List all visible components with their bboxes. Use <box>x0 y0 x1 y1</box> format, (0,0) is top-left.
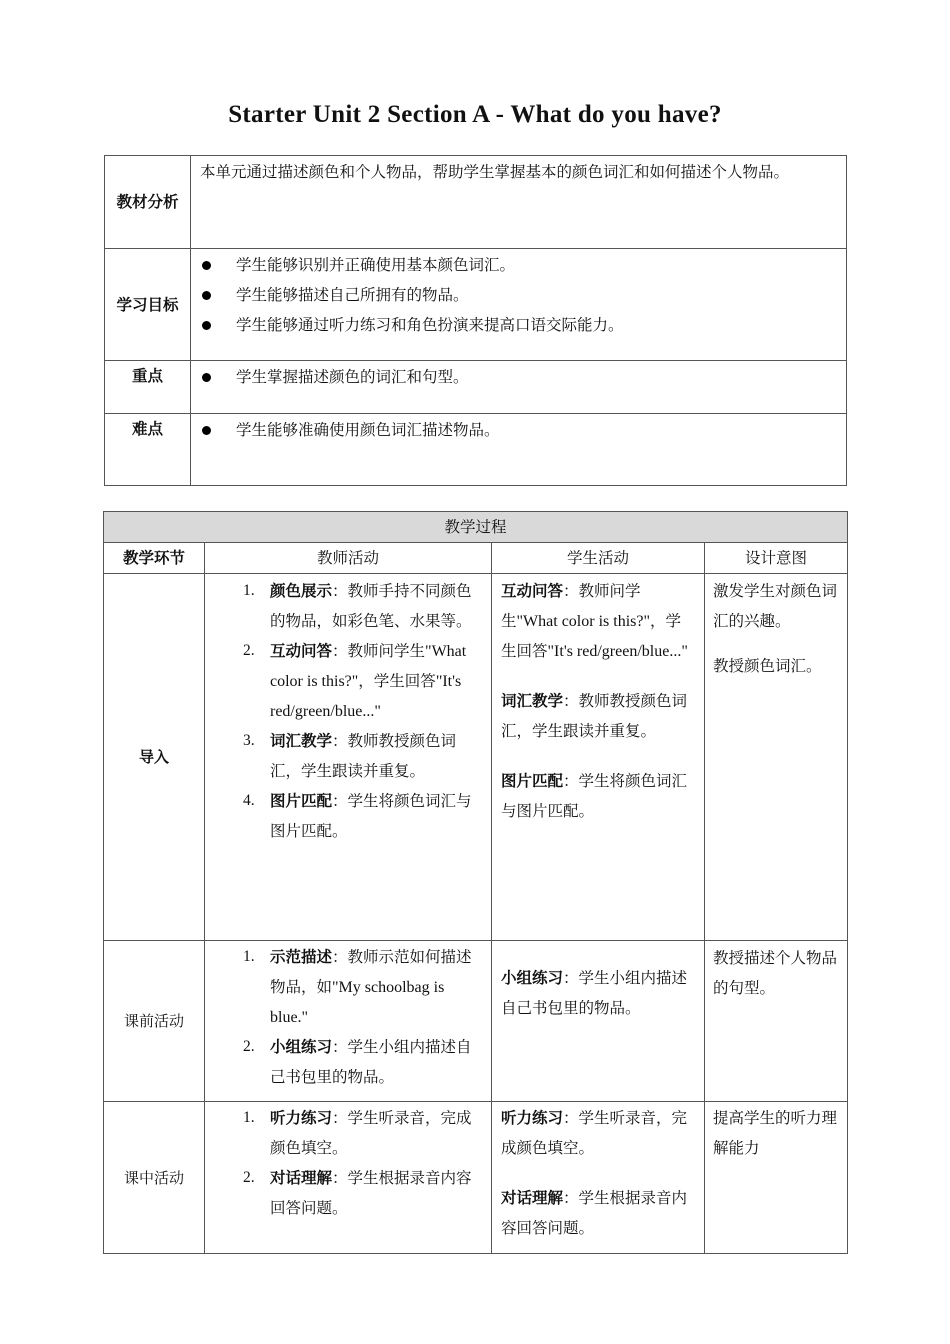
column-header: 教师活动 <box>205 543 492 574</box>
list-item: 2. 对话理解：学生根据录音内容回答问题。 <box>243 1169 472 1217</box>
design-intent: 激发学生对颜色词汇的兴趣。 教授颜色词汇。 <box>705 574 848 941</box>
bullet-icon <box>202 291 211 300</box>
student-activities: 互动问答：教师问学生"What color is this?"，学生回答"It's red/green/blue..." 词汇教学：教师教授颜色词汇，学生跟读并重复。 图片匹配：学生将颜色词汇与图片匹配。 <box>492 574 705 941</box>
list-item: 1. 颜色展示：教师手持不同颜色的物品，如彩色笔、水果等。 <box>243 582 472 630</box>
list-item: 学生能够通过听力练习和角色扮演来提高口语交际能力。 <box>200 310 838 340</box>
key-row <box>105 361 847 414</box>
bullet-icon <box>202 426 211 435</box>
teacher-activities <box>205 1103 491 1223</box>
design-intent: 提高学生的听力理解能力 <box>705 1102 848 1254</box>
analysis-row <box>105 156 847 249</box>
list-item: 1. 示范描述：教师示范如何描述物品，如"My schoolbag is blue." <box>243 948 472 1026</box>
list-item: 学生能够描述自己所拥有的物品。 <box>200 280 838 310</box>
stage-label: 导入 <box>104 574 205 941</box>
stage-label: 课中活动 <box>104 1102 205 1254</box>
column-headers <box>104 543 848 574</box>
list-item: 学生掌握描述颜色的词汇和句型。 <box>200 362 838 392</box>
list-item: 2. 互动问答：教师问学生"What color is this?"，学生回答"It's red/green/blue..." <box>243 642 467 720</box>
list-item: 3. 词汇教学：教师教授颜色词汇，学生跟读并重复。 <box>243 732 457 780</box>
analysis-text: 本单元通过描述颜色和个人物品，帮助学生掌握基本的颜色词汇和如何描述个人物品。 <box>191 156 847 249</box>
goals-row <box>105 249 847 361</box>
list-item: 2. 小组练习：学生小组内描述自己书包里的物品。 <box>243 1038 472 1086</box>
list-item: 1. 听力练习：学生听录音，完成颜色填空。 <box>243 1109 472 1157</box>
difficult-list <box>200 415 838 445</box>
teacher-activities <box>205 942 491 1092</box>
overview-table <box>104 155 847 486</box>
table-row <box>104 574 848 941</box>
list-item: 4. 图片匹配：学生将颜色词汇与图片匹配。 <box>243 792 472 840</box>
key-list <box>200 362 838 392</box>
analysis-label: 教材分析 <box>105 156 191 249</box>
list-item: 学生能够识别并正确使用基本颜色词汇。 <box>200 250 838 280</box>
design-intent: 教授描述个人物品的句型。 <box>705 941 848 1102</box>
teacher-activities <box>205 576 491 846</box>
bullet-icon <box>202 261 211 270</box>
process-table <box>103 511 848 1254</box>
table-row <box>104 941 848 1102</box>
student-activities: 小组练习：学生小组内描述自己书包里的物品。 <box>492 941 705 1102</box>
difficult-label: 难点 <box>105 414 191 486</box>
goals-list <box>200 250 838 340</box>
process-header: 教学过程 <box>104 512 848 543</box>
column-header: 设计意图 <box>705 543 848 574</box>
column-header: 学生活动 <box>492 543 705 574</box>
bullet-icon <box>202 373 211 382</box>
table-row <box>104 1102 848 1254</box>
key-label: 重点 <box>105 361 191 414</box>
student-activities: 听力练习：学生听录音，完成颜色填空。 对话理解：学生根据录音内容回答问题。 <box>492 1102 705 1254</box>
bullet-icon <box>202 321 211 330</box>
stage-label: 课前活动 <box>104 941 205 1102</box>
column-header: 教学环节 <box>104 543 205 574</box>
list-item: 学生能够准确使用颜色词汇描述物品。 <box>200 415 838 445</box>
goals-label: 学习目标 <box>105 249 191 361</box>
document-title: Starter Unit 2 Section A - What do you have? <box>228 101 722 128</box>
difficult-row <box>105 414 847 486</box>
